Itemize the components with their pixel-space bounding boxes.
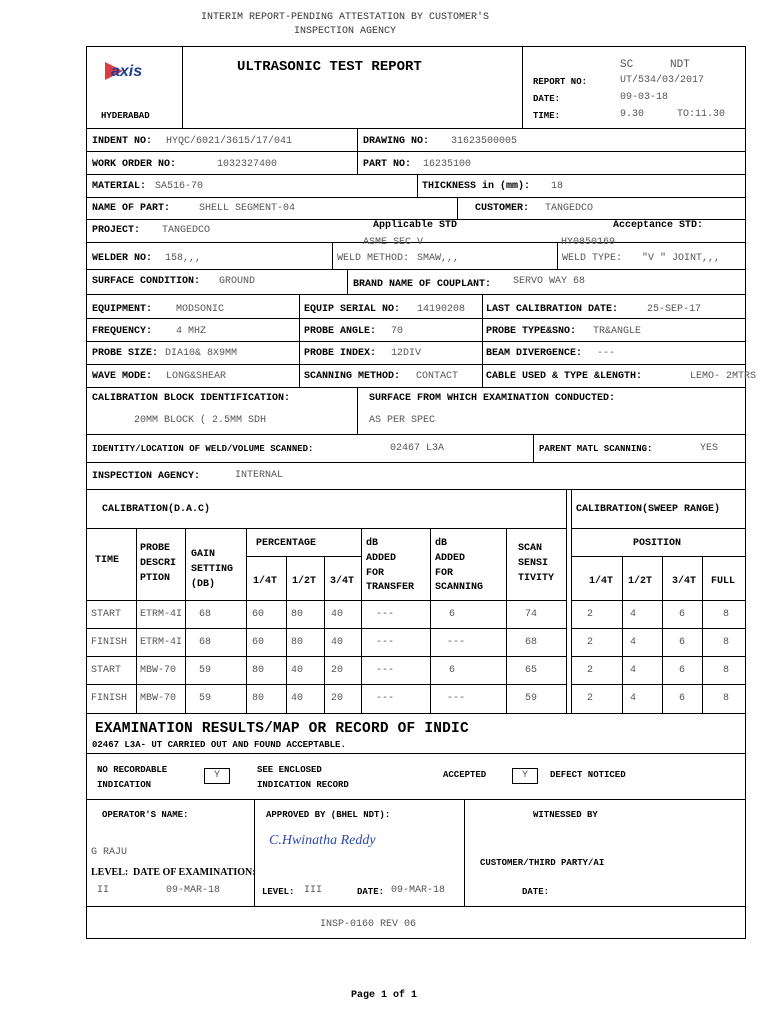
table-cell: 20 <box>331 665 344 676</box>
col-probe-1: PROBE <box>140 543 171 554</box>
table-cell: 8 <box>723 665 730 676</box>
customer: TANGEDCO <box>545 203 594 214</box>
equipment: MODSONIC <box>176 304 225 315</box>
accepted-checkbox[interactable]: Y <box>512 768 538 784</box>
probe-type-label: PROBE TYPE&SNO: <box>486 326 577 337</box>
table-cell: 60 <box>252 609 265 620</box>
table-cell: START <box>91 665 122 676</box>
witnessed-label: WITNESSED BY <box>533 810 598 820</box>
acceptance-std-label: Acceptance STD: <box>613 220 704 231</box>
time-from: 9.30 <box>620 109 645 120</box>
indent-no-label: INDENT NO: <box>92 136 153 147</box>
table-cell: 60 <box>252 637 265 648</box>
frequency: 4 MHZ <box>176 326 207 337</box>
operator-name: G RAJU <box>91 847 128 858</box>
report-date: 09-03-18 <box>620 92 669 103</box>
beam-div: --- <box>597 348 616 359</box>
col-position: POSITION <box>633 538 682 549</box>
col-gain-3: (DB) <box>191 579 216 590</box>
parent-matl: YES <box>700 443 719 454</box>
beam-div-label: BEAM DIVERGENCE: <box>486 348 583 359</box>
welder-no: 158,,, <box>165 253 202 264</box>
approved-level: III <box>304 885 323 896</box>
table-cell: FINISH <box>91 637 128 648</box>
col-dbs-1: dB <box>435 538 448 549</box>
approved-level-label: LEVEL: <box>262 887 295 897</box>
date-exam: 09-MAR-18 <box>166 885 221 896</box>
acceptance-std: HY0850169 <box>561 237 616 248</box>
table-cell: MBW-70 <box>140 665 177 676</box>
col-probe-3: PTION <box>140 573 171 584</box>
drawing-no-label: DRAWING NO: <box>363 136 430 147</box>
table-cell: 80 <box>291 637 304 648</box>
table-cell: 20 <box>331 693 344 704</box>
probe-index: 12DIV <box>391 348 422 359</box>
col-gain-2: SETTING <box>191 564 234 575</box>
interim-note <box>0 11 690 39</box>
identity-label: IDENTITY/LOCATION OF WELD/VOLUME SCANNED: <box>92 444 314 454</box>
col-percentage: PERCENTAGE <box>256 538 317 549</box>
weld-method: SMAW,,, <box>417 253 460 264</box>
col-dbt-3: FOR <box>366 568 385 579</box>
table-cell: --- <box>447 637 466 648</box>
table-cell: 74 <box>525 609 538 620</box>
table-cell: 40 <box>291 665 304 676</box>
col-s12: 1/2T <box>628 576 653 587</box>
table-cell: 59 <box>199 693 212 704</box>
customer-label: CUSTOMER: <box>475 203 530 214</box>
table-cell: 80 <box>291 609 304 620</box>
table-cell: 6 <box>679 665 686 676</box>
col-gain-1: GAIN <box>191 549 216 560</box>
surface-exam-label: SURFACE FROM WHICH EXAMINATION CONDUCTED: <box>369 393 616 404</box>
material: SA516-70 <box>155 181 204 192</box>
surface-exam: AS PER SPEC <box>369 415 436 426</box>
col-dbs-2: ADDED <box>435 553 466 564</box>
see-enclosed-1: SEE ENCLOSED <box>257 765 322 775</box>
table-cell: 2 <box>587 609 594 620</box>
table-cell: 40 <box>291 693 304 704</box>
material-label: MATERIAL: <box>92 181 147 192</box>
table-cell: 80 <box>252 693 265 704</box>
customer-third-party: CUSTOMER/THIRD PARTY/AI <box>480 858 605 868</box>
equip-serial-label: EQUIP SERIAL NO: <box>304 304 401 315</box>
table-cell: 68 <box>525 637 538 648</box>
report-no-label: REPORT NO: <box>533 77 588 87</box>
table-cell: 59 <box>525 693 538 704</box>
table-cell: 2 <box>587 637 594 648</box>
sweep-title: CALIBRATION(SWEEP RANGE) <box>576 504 721 515</box>
work-order: 1032327400 <box>217 159 278 170</box>
table-cell: --- <box>376 637 395 648</box>
col-scan-1: SCAN <box>518 543 543 554</box>
thickness-label: THICKNESS in (mm): <box>422 181 531 192</box>
table-cell: 4 <box>630 665 637 676</box>
table-cell: FINISH <box>91 693 128 704</box>
table-cell: 40 <box>331 609 344 620</box>
table-cell: ETRM-4I <box>140 609 183 620</box>
welder-no-label: WELDER NO: <box>92 253 153 264</box>
approved-label: APPROVED BY (BHEL NDT): <box>266 810 391 820</box>
form-number: INSP-0160 REV 06 <box>320 919 417 930</box>
cal-block: 20MM BLOCK ( 2.5MM SDH <box>134 415 267 426</box>
report-form <box>86 46 757 939</box>
probe-type: TR&ANGLE <box>593 326 642 337</box>
cable-label: CABLE USED & TYPE &LENGTH: <box>486 371 643 382</box>
page-number: Page 1 of 1 <box>350 990 417 1001</box>
table-cell: --- <box>376 693 395 704</box>
table-cell: START <box>91 609 122 620</box>
approved-date: 09-MAR-18 <box>391 885 446 896</box>
table-cell: MBW-70 <box>140 693 177 704</box>
table-cell: 4 <box>630 637 637 648</box>
part-no-label: PART NO: <box>363 159 412 170</box>
logo-mark <box>103 59 153 81</box>
dac-title: CALIBRATION(D.A.C) <box>102 504 211 515</box>
table-cell: 65 <box>525 665 538 676</box>
identity: 02467 L3A <box>390 443 445 454</box>
col-dbt-1: dB <box>366 538 379 549</box>
location: HYDERABAD <box>101 111 150 121</box>
project: TANGEDCO <box>162 225 211 236</box>
couplant: SERVO WAY 68 <box>513 276 586 287</box>
col-dbs-4: SCANNING <box>435 582 484 593</box>
approved-date-label: DATE: <box>357 887 385 897</box>
equip-serial: 14190208 <box>417 304 466 315</box>
probe-size-label: PROBE SIZE: <box>92 348 159 359</box>
probe-size: DIA10& 8X9MM <box>165 348 238 359</box>
time-to: TO:11.30 <box>677 109 726 120</box>
table-cell: --- <box>376 609 395 620</box>
table-cell: 4 <box>630 693 637 704</box>
agency-label: INSPECTION AGENCY: <box>92 471 201 482</box>
name-of-part: SHELL SEGMENT-04 <box>199 203 296 214</box>
col-s34: 3/4T <box>672 576 697 587</box>
results-title: EXAMINATION RESULTS/MAP OR RECORD OF INDIC <box>95 721 469 737</box>
scanning-method: CONTACT <box>416 371 459 382</box>
accepted-label: ACCEPTED <box>443 770 487 780</box>
table-cell: 2 <box>587 693 594 704</box>
date-label: DATE: <box>533 94 561 104</box>
table-cell: 59 <box>199 665 212 676</box>
parent-matl-label: PARENT MATL SCANNING: <box>539 444 653 454</box>
project-label: PROJECT: <box>92 225 141 236</box>
interim-note-line1: INTERIM REPORT-PENDING ATTESTATION BY CUSTOMER'S <box>200 12 490 23</box>
approver-signature: C.Hwinatha Reddy <box>269 833 376 848</box>
col-time: TIME <box>95 555 120 566</box>
probe-index-label: PROBE INDEX: <box>304 348 377 359</box>
table-cell: 2 <box>587 665 594 676</box>
table-cell: 68 <box>199 637 212 648</box>
cable: LEMO- 2MTRS <box>690 371 757 382</box>
table-cell: 8 <box>723 693 730 704</box>
equipment-label: EQUIPMENT: <box>92 304 153 315</box>
table-cell: --- <box>447 693 466 704</box>
table-cell: 6 <box>679 693 686 704</box>
couplant-label: BRAND NAME OF COUPLANT: <box>353 279 492 290</box>
no-recordable-1: NO RECORDABLE <box>97 765 168 775</box>
sc-label: SC <box>620 59 634 71</box>
last-cal: 25-SEP-17 <box>647 304 702 315</box>
applicable-std-label: Applicable STD <box>373 220 458 231</box>
table-cell: 80 <box>252 665 265 676</box>
agency: INTERNAL <box>235 470 284 481</box>
table-cell: 4 <box>630 609 637 620</box>
col-full: FULL <box>711 576 736 587</box>
col-s14: 1/4T <box>589 576 614 587</box>
witness-date-label: DATE: <box>522 887 550 897</box>
operator-level-label: LEVEL: <box>91 867 129 878</box>
weld-type-label: WELD TYPE: <box>562 253 623 264</box>
indent-no: HYQC/6021/3615/17/041 <box>166 136 293 147</box>
wave-mode: LONG&SHEAR <box>166 371 227 382</box>
time-label: TIME: <box>533 111 561 121</box>
table-cell: 6 <box>679 637 686 648</box>
table-cell: ETRM-4I <box>140 637 183 648</box>
table-cell: 8 <box>723 637 730 648</box>
thickness: 18 <box>551 181 564 192</box>
col-probe-2: DESCRI <box>140 558 177 569</box>
frequency-label: FREQUENCY: <box>92 326 153 337</box>
surface-condition-label: SURFACE CONDITION: <box>92 276 201 287</box>
col-dbt-4: TRANSFER <box>366 582 415 593</box>
cal-block-label: CALIBRATION BLOCK IDENTIFICATION: <box>92 393 291 404</box>
date-exam-label: DATE OF EXAMINATION: <box>133 867 256 878</box>
weld-method-label: WELD METHOD: <box>337 253 410 264</box>
probe-angle: 70 <box>391 326 404 337</box>
ndt-label: NDT <box>670 59 690 71</box>
col-p12: 1/2T <box>292 576 317 587</box>
see-enclosed-2: INDICATION RECORD <box>257 780 349 790</box>
table-cell: 6 <box>449 665 456 676</box>
col-dbs-3: FOR <box>435 568 454 579</box>
no-recordable-checkbox[interactable]: Y <box>204 768 230 784</box>
no-recordable-2: INDICATION <box>97 780 152 790</box>
table-cell: 6 <box>449 609 456 620</box>
col-dbt-2: ADDED <box>366 553 397 564</box>
table-cell: --- <box>376 665 395 676</box>
weld-type: "V " JOINT,,, <box>642 253 721 264</box>
col-p34: 3/4T <box>330 576 355 587</box>
results-subtitle: 02467 L3A- UT CARRIED OUT AND FOUND ACCEPTABLE. <box>92 740 346 750</box>
report-title: ULTRASONIC TEST REPORT <box>237 59 422 75</box>
svg-text:axis: axis <box>111 63 143 80</box>
name-of-part-label: NAME OF PART: <box>92 203 171 214</box>
company-logo <box>103 59 153 81</box>
report-no: UT/534/03/2017 <box>620 75 705 86</box>
surface-condition: GROUND <box>219 276 256 287</box>
table-cell: 68 <box>199 609 212 620</box>
operator-label: OPERATOR'S NAME: <box>102 810 189 820</box>
probe-angle-label: PROBE ANGLE: <box>304 326 377 337</box>
table-cell: 6 <box>679 609 686 620</box>
table-cell: 40 <box>331 637 344 648</box>
drawing-no: 31623500005 <box>451 136 518 147</box>
table-cell: 8 <box>723 609 730 620</box>
last-cal-label: LAST CALIBRATION DATE: <box>486 304 619 315</box>
applicable-std: ASME SEC V <box>363 237 424 248</box>
wave-mode-label: WAVE MODE: <box>92 371 153 382</box>
defect-noticed-label: DEFECT NOTICED <box>550 770 626 780</box>
col-scan-3: TIVITY <box>518 573 555 584</box>
col-scan-2: SENSI <box>518 558 549 569</box>
interim-note-line2: INSPECTION AGENCY <box>293 26 397 37</box>
operator-level: II <box>97 885 110 896</box>
part-no: 16235100 <box>423 159 472 170</box>
work-order-label: WORK ORDER NO: <box>92 159 177 170</box>
col-p14: 1/4T <box>253 576 278 587</box>
scanning-method-label: SCANNING METHOD: <box>304 371 401 382</box>
